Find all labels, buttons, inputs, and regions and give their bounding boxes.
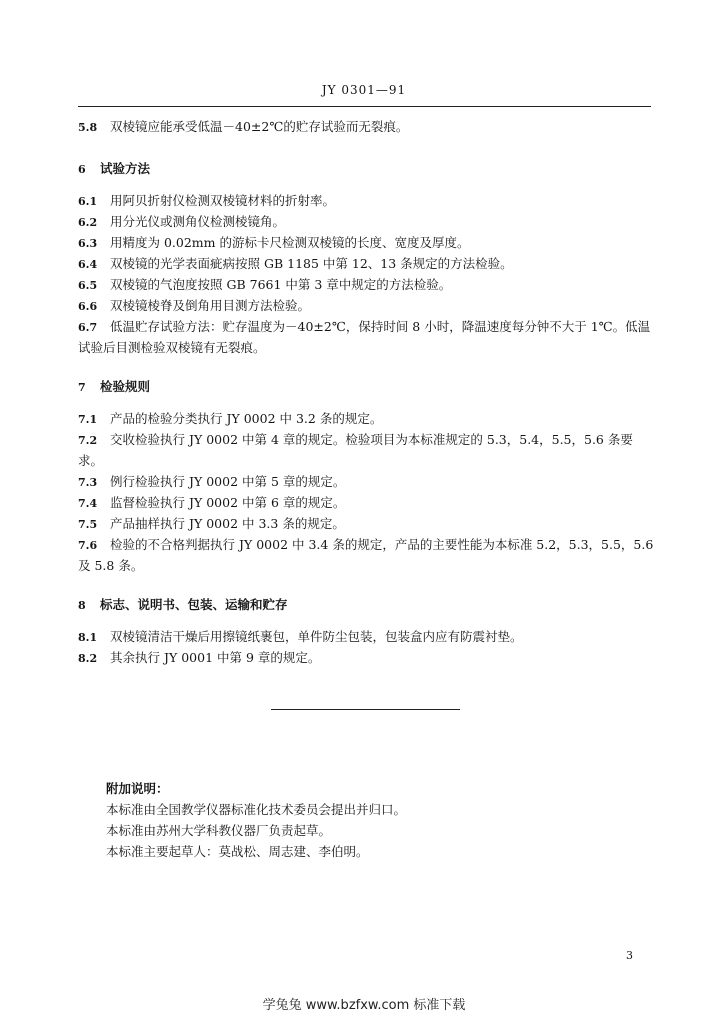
clause-6-1 [78, 192, 651, 211]
watermark: 学兔兔 www.bzfxw.com 标准下载 [262, 998, 466, 1013]
section-title: 试验方法 [100, 161, 151, 176]
clause-6-4 [78, 255, 651, 274]
clause-5-8 [78, 118, 651, 137]
notes-line: 本标准由苏州大学科教仪器厂负责起草。 [106, 823, 332, 838]
notes-line: 本标准主要起草人：莫战松、周志建、李伯明。 [106, 844, 369, 859]
notes-line: 本标准由全国教学仪器标准化技术委员会提出并归口。 [106, 802, 407, 817]
clause-text: 及 5.8 条。 [78, 558, 144, 573]
section-6-heading [78, 160, 651, 179]
clause-number: 7.1 [78, 413, 98, 426]
clause-text: 用分光仪或测角仪检测棱镜角。 [110, 214, 286, 229]
clause-8-2 [78, 649, 651, 668]
clause-6-7 [78, 318, 651, 337]
clause-number: 7.4 [78, 497, 98, 510]
clause-number: 7.6 [78, 539, 98, 552]
section-number: 7 [78, 381, 86, 394]
clause-text: 试验后目测检验双棱镜有无裂痕。 [78, 340, 266, 355]
notes-title: 附加说明： [106, 781, 169, 796]
clause-number: 6.4 [78, 258, 98, 271]
clause-number: 6.6 [78, 300, 98, 313]
clause-7-4 [78, 494, 651, 513]
clause-text: 双棱镜清洁干燥后用擦镜纸裹包，单件防尘包装，包装盒内应有防震衬垫。 [110, 629, 523, 644]
clause-text: 双棱镜的气泡度按照 GB 7661 中第 3 章中规定的方法检验。 [110, 277, 452, 292]
clause-7-1 [78, 410, 651, 429]
clause-text: 监督检验执行 JY 0002 中第 6 章的规定。 [110, 495, 346, 510]
clause-number: 6.3 [78, 237, 98, 250]
clause-6-7-continued [78, 339, 651, 357]
clause-6-6 [78, 297, 651, 316]
clause-6-3 [78, 234, 651, 253]
clause-6-5 [78, 276, 651, 295]
document-code-header: JY 0301—91 [321, 83, 407, 97]
clause-text: 用阿贝折射仪检测双棱镜材料的折射率。 [110, 193, 336, 208]
clause-text: 例行检验执行 JY 0002 中第 5 章的规定。 [110, 474, 346, 489]
section-8-heading [78, 596, 651, 615]
clause-7-5 [78, 515, 651, 534]
clause-number: 6.5 [78, 279, 98, 292]
clause-text: 其余执行 JY 0001 中第 9 章的规定。 [110, 650, 321, 665]
section-title: 标志、说明书、包装、运输和贮存 [100, 597, 288, 612]
section-title: 检验规则 [100, 379, 151, 394]
clause-7-2 [78, 431, 651, 450]
clause-text: 双棱镜应能承受低温－40±2℃的贮存试验而无裂痕。 [110, 119, 409, 134]
clause-number: 8.1 [78, 631, 98, 644]
clause-number: 7.2 [78, 434, 98, 447]
clause-number: 6.7 [78, 321, 98, 334]
clause-text: 双棱镜的光学表面疵病按照 GB 1185 中第 12、13 条规定的方法检验。 [110, 256, 513, 271]
end-rule [271, 709, 460, 710]
clause-7-3 [78, 473, 651, 492]
clause-number: 7.5 [78, 518, 98, 531]
clause-number: 6.1 [78, 195, 98, 208]
section-number: 8 [78, 599, 86, 612]
clause-number: 6.2 [78, 216, 98, 229]
section-7-heading [78, 378, 651, 397]
header-rule [78, 106, 651, 107]
clause-number: 7.3 [78, 476, 98, 489]
clause-text: 双棱镜棱脊及倒角用目测方法检验。 [110, 298, 311, 313]
page-number: 3 [626, 949, 633, 962]
clause-text: 交收检验执行 JY 0002 中第 4 章的规定。检验项目为本标准规定的 5.3，5.4，5.5，5.6 条要 [110, 432, 633, 447]
clause-8-1 [78, 628, 651, 647]
clause-text: 低温贮存试验方法：贮存温度为－40±2℃，保持时间 8 小时，降温速度每分钟不大于 1℃。低温 [110, 319, 651, 334]
clause-7-6-continued [78, 557, 651, 575]
clause-text: 用精度为 0.02mm 的游标卡尺检测双棱镜的长度、宽度及厚度。 [110, 235, 470, 250]
clause-text: 产品的检验分类执行 JY 0002 中 3.2 条的规定。 [110, 411, 383, 426]
clause-text: 检验的不合格判据执行 JY 0002 中 3.4 条的规定，产品的主要性能为本标准 5.2，5.3，5.5，5.6 [110, 537, 654, 552]
clause-text: 求。 [78, 453, 104, 468]
section-number: 6 [78, 163, 86, 176]
clause-7-6 [78, 536, 654, 555]
clause-number: 5.8 [78, 121, 98, 134]
clause-number: 8.2 [78, 652, 98, 665]
clause-text: 产品抽样执行 JY 0002 中 3.3 条的规定。 [110, 516, 345, 531]
clause-6-2 [78, 213, 651, 232]
clause-7-2-continued [78, 452, 651, 470]
